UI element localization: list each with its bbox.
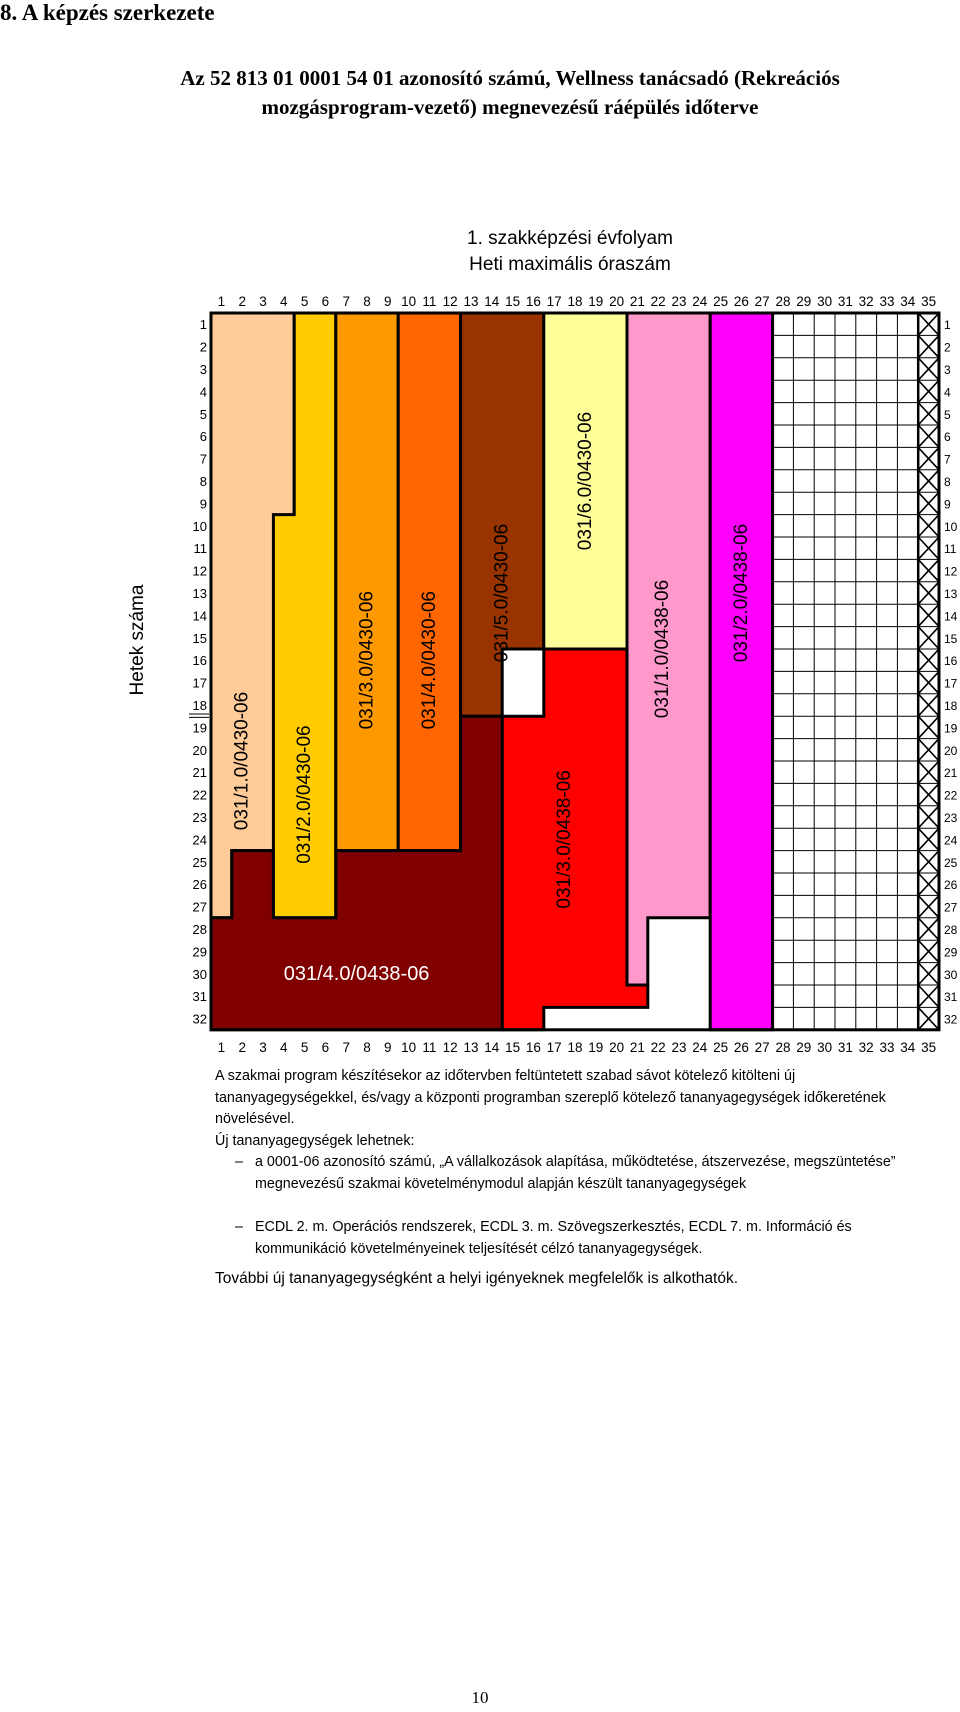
y-tick-label-left: 21 <box>192 765 207 781</box>
x-tick-label-top: 8 <box>363 294 371 309</box>
x-tick-label-bottom: 5 <box>300 1039 309 1055</box>
y-axis-label: Hetek száma <box>127 584 148 696</box>
x-tick-label-bottom: 13 <box>463 1039 479 1055</box>
notes-section <box>215 1066 915 1290</box>
x-tick-label-top: 20 <box>609 294 625 309</box>
module-label-6: 031/6.0/0430-06 <box>574 411 596 551</box>
x-tick-label-bottom: 12 <box>442 1039 458 1055</box>
dash-bullet: – <box>235 1219 243 1235</box>
y-tick-label-right: 24 <box>944 833 958 848</box>
x-tick-label-bottom: 33 <box>879 1039 895 1055</box>
module-label-10: 031/4.0/0438-06 <box>283 962 430 985</box>
y-tick-label-left: 8 <box>199 474 207 489</box>
document-title-line-1: Az 52 813 01 0001 54 01 azonosító számú, Wellness tanácsadó (Rekreációs <box>180 66 840 90</box>
y-tick-label-right: 15 <box>944 631 958 646</box>
module-label-1: 031/1.0/0430-06 <box>231 691 253 831</box>
y-tick-label-right: 1 <box>944 318 951 333</box>
y-tick-label-right: 12 <box>944 564 958 579</box>
y-tick-label-right: 27 <box>944 900 958 915</box>
y-tick-label-left: 4 <box>199 384 207 400</box>
chart-title-line-2: Heti maximális óraszám <box>469 254 671 275</box>
y-tick-label-right: 28 <box>944 923 958 937</box>
dash-bullet: – <box>235 1154 243 1170</box>
page-number: 10 <box>471 1688 489 1707</box>
y-tick-label-left: 12 <box>192 563 207 579</box>
x-tick-label-bottom: 14 <box>484 1039 500 1055</box>
x-tick-label-top: 5 <box>300 294 309 309</box>
x-tick-label-top: 29 <box>796 294 812 309</box>
x-tick-label-bottom: 17 <box>546 1039 562 1055</box>
y-tick-label-right: 4 <box>944 385 951 400</box>
y-tick-label-left: 20 <box>192 742 207 758</box>
x-tick-label-top: 14 <box>484 294 500 309</box>
x-tick-label-top: 21 <box>629 294 645 309</box>
y-tick-label-left: 25 <box>192 854 207 870</box>
x-tick-label-bottom: 26 <box>733 1039 749 1055</box>
module-label-5: 031/5.0/0430-06 <box>491 523 513 663</box>
x-tick-label-top: 6 <box>321 294 330 309</box>
y-tick-label-right: 18 <box>944 699 958 713</box>
x-tick-label-bottom: 19 <box>588 1039 604 1055</box>
y-tick-label-left: 30 <box>192 966 207 982</box>
y-tick-label-right: 11 <box>944 542 957 557</box>
x-tick-label-bottom: 2 <box>238 1039 246 1055</box>
y-tick-label-right: 6 <box>944 430 951 445</box>
x-tick-label-top: 1 <box>217 294 226 309</box>
y-tick-label-left: 29 <box>192 944 207 960</box>
y-tick-label-left: 1 <box>199 317 207 333</box>
y-tick-label-left: 11 <box>193 541 207 557</box>
x-tick-label-top: 17 <box>546 294 562 309</box>
y-tick-label-right: 31 <box>944 990 958 1005</box>
y-tick-label-left: 23 <box>192 810 207 825</box>
module-label-9: 031/3.0/0438-06 <box>554 770 576 909</box>
y-tick-label-left: 26 <box>192 877 207 893</box>
x-tick-label-bottom: 9 <box>384 1039 392 1055</box>
x-tick-label-bottom: 18 <box>567 1039 583 1055</box>
x-tick-label-top: 16 <box>525 294 541 309</box>
y-tick-label-left: 3 <box>199 362 207 377</box>
chart-title-line-1: 1. szakképzési évfolyam <box>467 228 673 249</box>
x-tick-label-top: 23 <box>671 294 687 309</box>
x-tick-label-top: 33 <box>879 294 895 309</box>
x-tick-label-bottom: 3 <box>259 1039 267 1055</box>
x-tick-label-bottom: 29 <box>796 1039 812 1055</box>
y-tick-label-right: 3 <box>944 363 951 377</box>
y-tick-label-left: 17 <box>192 675 207 691</box>
y-tick-label-left: 19 <box>192 720 207 736</box>
y-tick-label-left: 15 <box>192 630 207 646</box>
y-tick-label-right: 19 <box>944 721 958 736</box>
x-tick-label-bottom: 8 <box>363 1039 371 1055</box>
x-tick-label-top: 18 <box>567 294 583 309</box>
x-tick-label-bottom: 25 <box>713 1039 729 1055</box>
y-tick-label-left: 16 <box>192 653 207 669</box>
y-tick-label-right: 20 <box>944 743 958 758</box>
list-item-text: a 0001-06 azonosító számú, „A vállalkozások alapítása, működtetése, átszervezése, megszüntetése” megnevezésű szakmai követelménymodul alapján készült tananyagegységek <box>255 1154 896 1192</box>
y-tick-label-left: 14 <box>192 608 207 624</box>
y-tick-label-left: 2 <box>199 339 207 355</box>
free-grid <box>773 313 939 1030</box>
x-tick-label-top: 28 <box>775 294 791 309</box>
x-tick-label-top: 12 <box>442 294 458 309</box>
x-tick-label-top: 2 <box>238 294 246 309</box>
x-tick-label-bottom: 32 <box>858 1039 874 1055</box>
x-tick-label-top: 31 <box>837 294 853 309</box>
y-tick-label-left: 13 <box>192 586 207 601</box>
y-tick-label-right: 8 <box>944 475 951 489</box>
y-tick-label-left: 22 <box>192 787 207 803</box>
x-tick-label-bottom: 10 <box>401 1039 417 1055</box>
y-tick-label-right: 17 <box>944 676 958 691</box>
y-tick-label-right: 16 <box>944 654 958 669</box>
x-tick-label-bottom: 4 <box>280 1039 288 1055</box>
y-tick-label-left: 24 <box>192 832 207 848</box>
x-tick-label-bottom: 23 <box>671 1039 687 1055</box>
notes-list-heading: Új tananyagegységek lehetnek: <box>215 1132 415 1149</box>
x-tick-label-top: 26 <box>733 294 749 309</box>
x-tick-label-top: 35 <box>921 294 937 309</box>
x-tick-label-bottom: 1 <box>217 1039 226 1055</box>
x-tick-label-bottom: 30 <box>817 1039 833 1055</box>
y-tick-label-left: 27 <box>192 899 207 915</box>
list-item-text: ECDL 2. m. Operációs rendszerek, ECDL 3. m. Szövegszerkesztés, ECDL 7. m. Információ és kommunikáció követelményeinek teljesítését célzó tananyagegységek. <box>255 1219 852 1257</box>
x-tick-label-top: 9 <box>384 294 392 309</box>
x-tick-label-top: 7 <box>342 294 350 309</box>
x-tick-label-top: 10 <box>401 294 417 309</box>
x-tick-label-top: 4 <box>280 294 288 309</box>
y-tick-label-right: 23 <box>944 811 958 825</box>
document-title-line-2: mozgásprogram-vezető) megnevezésű ráépülés időterve <box>261 95 759 119</box>
y-tick-label-right: 21 <box>944 766 958 781</box>
y-tick-label-left: 18 <box>192 698 207 713</box>
notes-final: További új tananyagegységként a helyi igényeknek megfelelők is alkothatók. <box>215 1270 739 1287</box>
y-tick-label-right: 30 <box>944 967 958 982</box>
notes-intro: A szakmai program készítésekor az időtervben feltüntetett szabad sávot kötelező kitölteni új tananyagegységekkel, és/vagy a központi programban szereplő kötelező tananyagegységek időkeretének növelésével. <box>215 1068 886 1127</box>
y-tick-label-left: 9 <box>199 496 207 512</box>
y-tick-label-right: 32 <box>944 1012 958 1027</box>
y-tick-label-right: 10 <box>944 519 958 534</box>
y-tick-label-left: 32 <box>192 1011 207 1027</box>
x-tick-label-top: 25 <box>713 294 729 309</box>
x-tick-label-top: 22 <box>650 294 666 309</box>
y-tick-label-left: 5 <box>199 406 207 422</box>
y-tick-label-right: 25 <box>944 855 958 870</box>
section-heading: 8. A képzés szerkezete <box>0 0 215 25</box>
module-block-4 <box>398 313 460 851</box>
x-tick-label-bottom: 31 <box>837 1039 853 1055</box>
x-tick-label-bottom: 7 <box>342 1039 350 1055</box>
module-label-8: 031/2.0/0438-06 <box>730 523 752 663</box>
y-tick-label-left: 31 <box>192 989 207 1005</box>
list-item <box>215 1152 915 1195</box>
y-tick-label-right: 2 <box>944 340 951 355</box>
x-tick-label-bottom: 20 <box>609 1039 625 1055</box>
y-tick-label-right: 22 <box>944 788 958 803</box>
x-tick-label-bottom: 6 <box>321 1039 330 1055</box>
x-tick-label-top: 13 <box>463 294 479 309</box>
y-tick-label-right: 5 <box>944 407 951 422</box>
x-tick-label-top: 30 <box>817 294 833 309</box>
y-tick-label-right: 13 <box>944 587 958 601</box>
module-label-2: 031/2.0/0430-06 <box>294 725 316 864</box>
x-tick-label-bottom: 21 <box>629 1039 645 1055</box>
x-tick-label-top: 15 <box>505 294 521 309</box>
module-block-8 <box>710 313 772 1030</box>
x-tick-label-top: 34 <box>900 294 916 309</box>
module-label-7: 031/1.0/0438-06 <box>651 579 673 719</box>
x-tick-label-top: 32 <box>858 294 874 309</box>
x-tick-label-bottom: 11 <box>422 1039 437 1055</box>
x-tick-label-bottom: 34 <box>900 1039 916 1055</box>
x-tick-label-bottom: 24 <box>692 1039 708 1055</box>
module-label-4: 031/4.0/0430-06 <box>418 590 440 730</box>
x-tick-label-bottom: 16 <box>525 1039 541 1055</box>
list-item <box>215 1217 915 1260</box>
x-tick-label-top: 3 <box>259 294 267 309</box>
x-tick-label-bottom: 22 <box>650 1039 666 1055</box>
module-block-3 <box>336 313 398 851</box>
x-tick-label-bottom: 27 <box>754 1039 770 1055</box>
y-tick-label-right: 9 <box>944 497 951 512</box>
x-tick-label-top: 24 <box>692 294 708 309</box>
x-tick-label-top: 19 <box>588 294 604 309</box>
y-tick-label-right: 29 <box>944 945 958 960</box>
module-label-3: 031/3.0/0430-06 <box>356 590 378 730</box>
y-tick-label-left: 10 <box>192 518 207 534</box>
y-tick-label-right: 7 <box>944 452 951 467</box>
x-tick-label-bottom: 28 <box>775 1039 791 1055</box>
y-tick-label-right: 14 <box>944 609 958 624</box>
x-tick-label-top: 11 <box>422 294 437 309</box>
y-tick-label-left: 6 <box>199 429 207 445</box>
x-tick-label-bottom: 15 <box>505 1039 521 1055</box>
x-tick-label-top: 27 <box>754 294 770 309</box>
y-tick-label-right: 26 <box>944 878 958 893</box>
y-tick-label-left: 7 <box>199 451 207 467</box>
x-tick-label-bottom: 35 <box>921 1039 937 1055</box>
y-tick-label-left: 28 <box>192 922 207 937</box>
